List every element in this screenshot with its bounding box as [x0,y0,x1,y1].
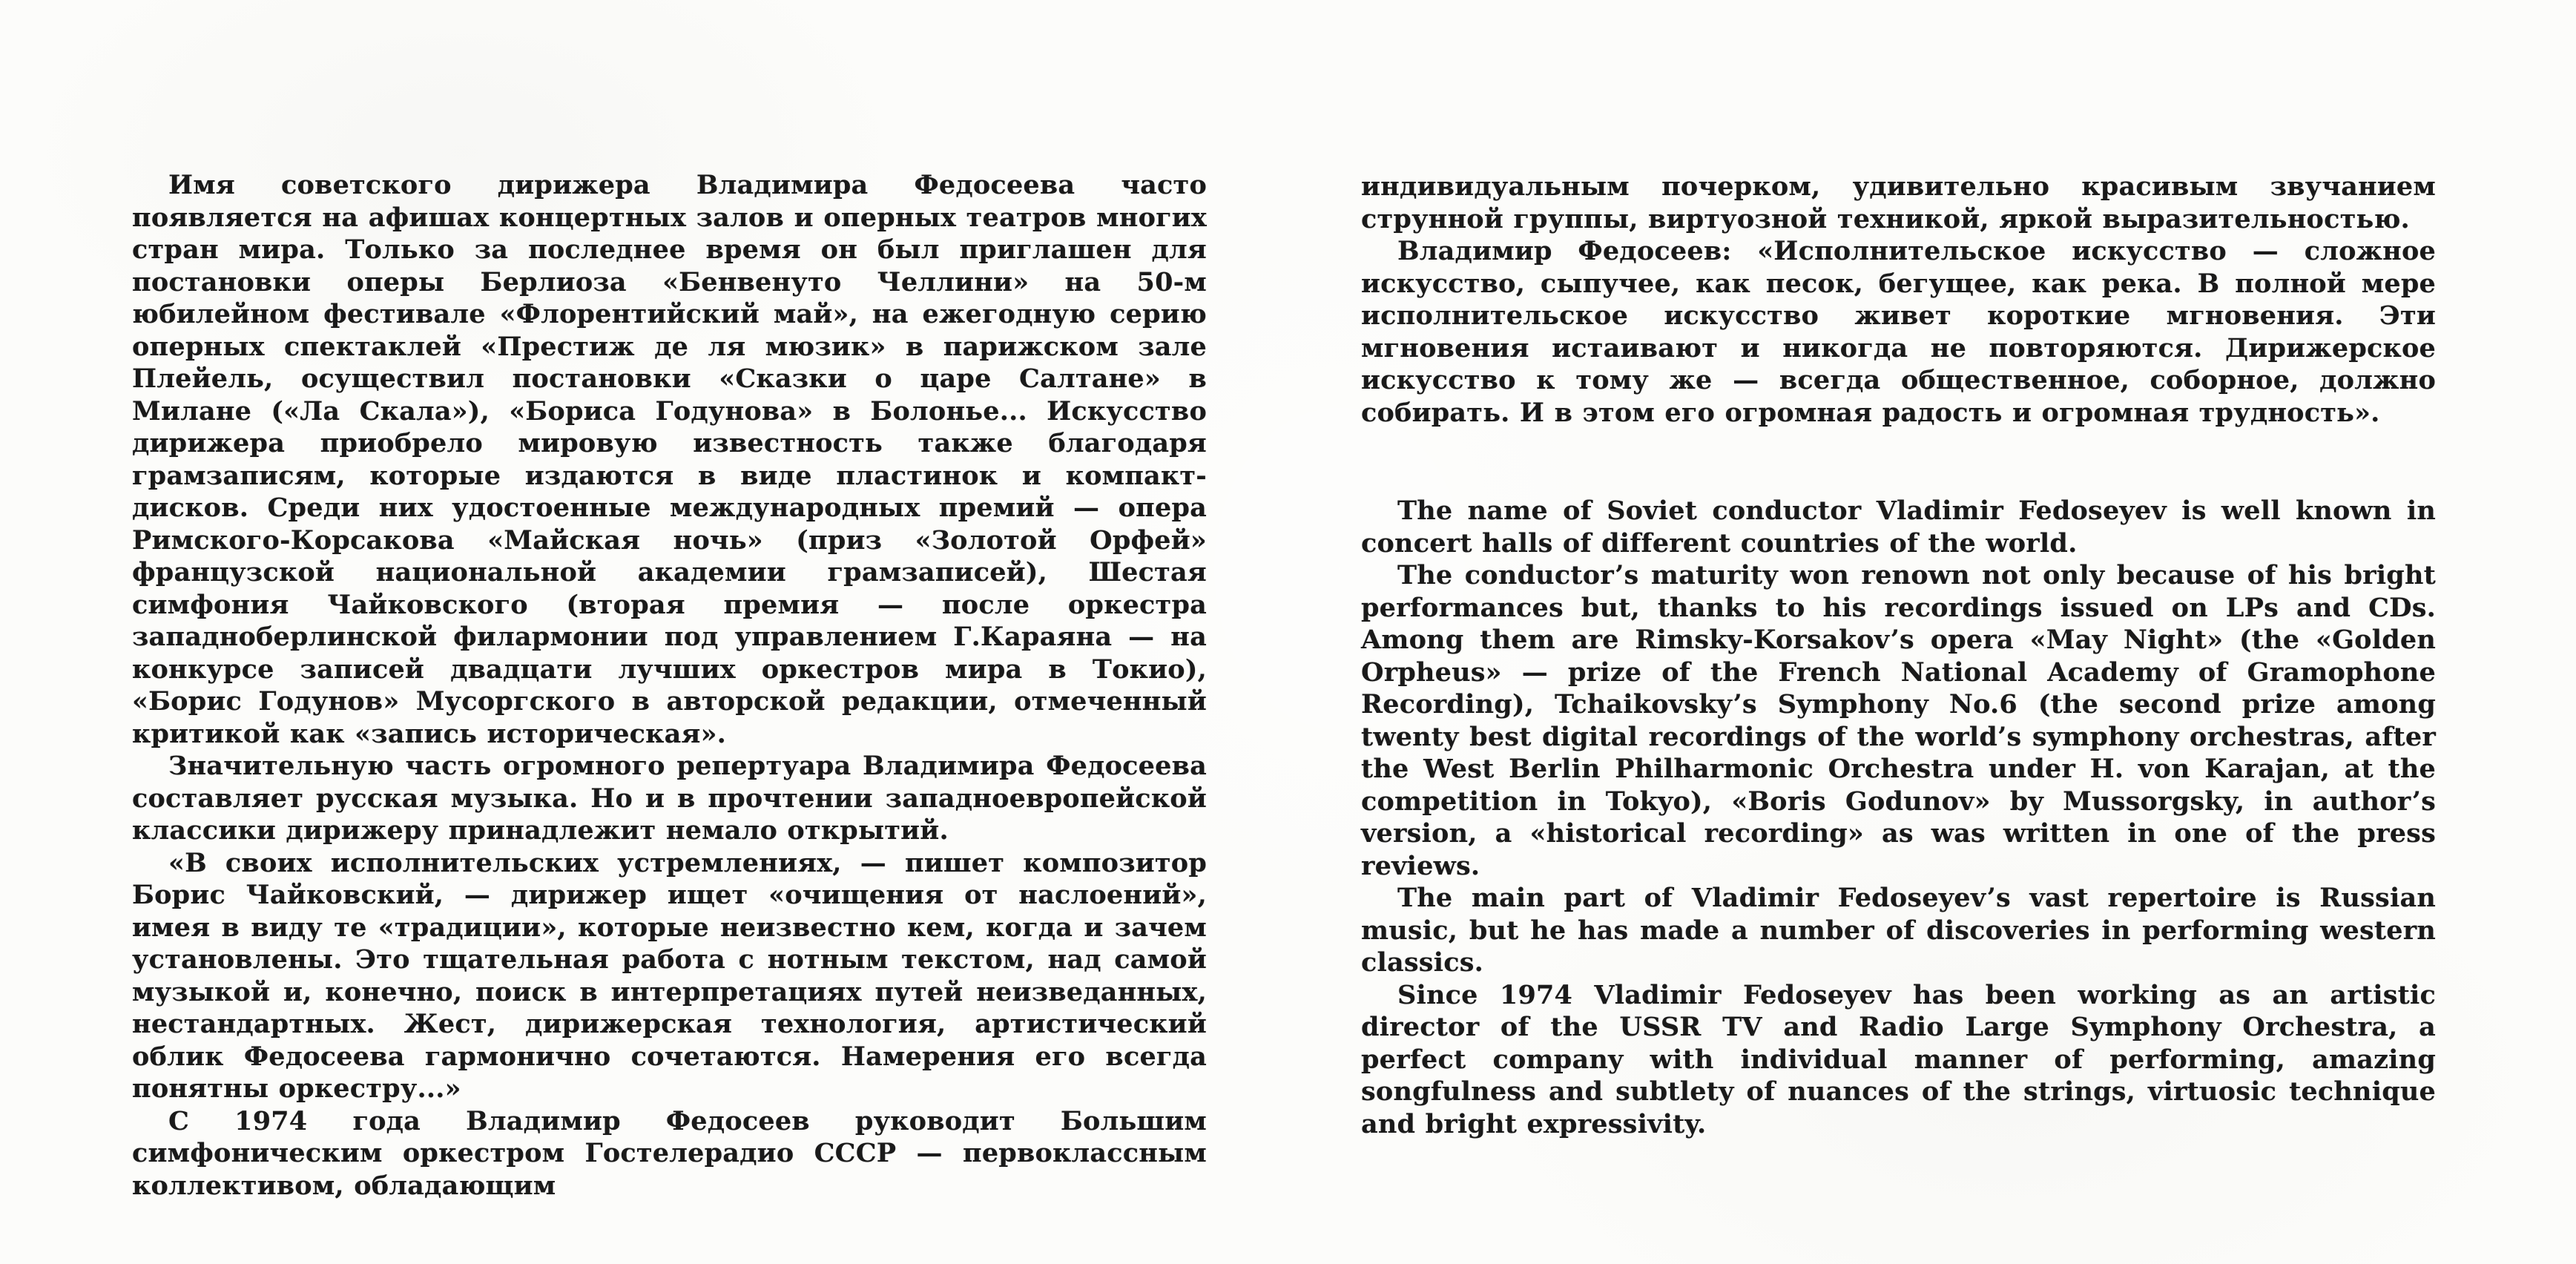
english-paragraph-3: The main part of Vladimir Fedoseyev’s vast repertoire is Russian music, but he has made a number of discoveries in performing western classics. [1361,883,2436,978]
russian-paragraph-4: С 1974 года Владимир Федосеев руководит Большим симфоническим оркестром Гостелерадио СССР — первоклассным коллективом, обладающим [132,1105,1207,1201]
russian-paragraph-3: «В своих исполнительских устремлениях, — пишет композитор Борис Чайковский, — дирижер ищет «очищения от наслоений», имея в виду те «традиции», которые неизвестно кем, когда и зачем установлены. Это тщательная работа с нотным текстом, над самой музыкой и, конечно, поиск в интерпретациях путей неизведанных, нестандартных. Жест, дирижерская технология, артистический облик Федосеева гармонично сочетаются. Намерения его всегда понятны оркестру...» [132,847,1207,1104]
russian-quote-paragraph: Владимир Федосеев: «Исполнительское искусство — сложное искусство, сыпучее, как песок, бегущее, как река. В полной мере исполнительское искусство живет короткие мгновения. Эти мгновения истаивают и никогда не повторяются. Дирижерское искусство к тому же — всегда общественное, соборное, должно собирать. И в этом его огромная радость и огромная трудность». [1361,236,2436,428]
english-section [1361,495,2436,1140]
english-paragraph-4: Since 1974 Vladimir Fedoseyev has been working as an artistic director of the USSR TV and Radio Large Symphony Orchestra, a perfect company with individual manner of performing, amazing songfulness and subtlety of nuances of the strings, virtuosic technique and bright expressivity. [1361,979,2436,1139]
english-paragraph-1: The name of Soviet conductor Vladimir Fedoseyev is well known in concert halls of different countries of the world. [1361,496,2436,559]
left-text-column [132,169,1207,1202]
russian-continuation-paragraph: индивидуальным почерком, удивительно красивым звучанием струнной группы, виртуозной техникой, яркой выразительностью. [1361,171,2436,234]
right-text-column [1361,171,2436,1140]
russian-paragraph-2: Значительную часть огромного репертуара Владимира Федосеева составляет русская музыка. Но и в прочтении западноевропейской классики дирижеру принадлежит немало открытий. [132,751,1207,846]
russian-paragraph-1: Имя советского дирижера Владимира Федосеева часто появляется на афишах концертных залов и оперных театров многих стран мира. Только за последнее время он был приглашен для постановки оперы Берлиоза «Бенвенуто Челлини» на 50-м юбилейном фестивале «Флорентийский май», на ежегодную серию оперных спектаклей «Престиж де ля мюзик» в парижском зале Плейель, осуществил постановки «Сказки о царе Салтане» в Милане («Ла Скала»), «Бориса Годунова» в Болонье... Искусство дирижера приобрело мировую известность также благодаря грамзаписям, которые издаются в виде пластинок и компакт-дисков. Среди них удостоенные международных премий — опера Римского-Корсакова «Майская ночь» (приз «Золотой Орфей» французской национальной академии грамзаписей), Шестая симфония Чайковского (вторая премия — после оркестра западноберлинской филармонии под управлением Г.Караяна — на конкурсе записей двадцати лучших оркестров мира в Токио), «Борис Годунов» Мусоргского в авторской редакции, отмеченный критикой как «запись историческая». [132,170,1207,749]
english-paragraph-2: The conductor’s maturity won renown not only because of his bright performances but, thanks to his recordings issued on LPs and CDs. Among them are Rimsky-Korsakov’s opera «May Night» (the «Golden Orpheus» — prize of the French National Academy of Gramophone Recording), Tchaikovsky’s Symphony No.6 (the second prize among twenty best digital recordings of the world’s symphony orchestras, after the West Berlin Philharmonic Orchestra under H. von Karajan, at the competition in Tokyo), «Boris Godunov» by Mussorgsky, in author’s version, a «historical recording» as was written in one of the press reviews. [1361,560,2436,881]
